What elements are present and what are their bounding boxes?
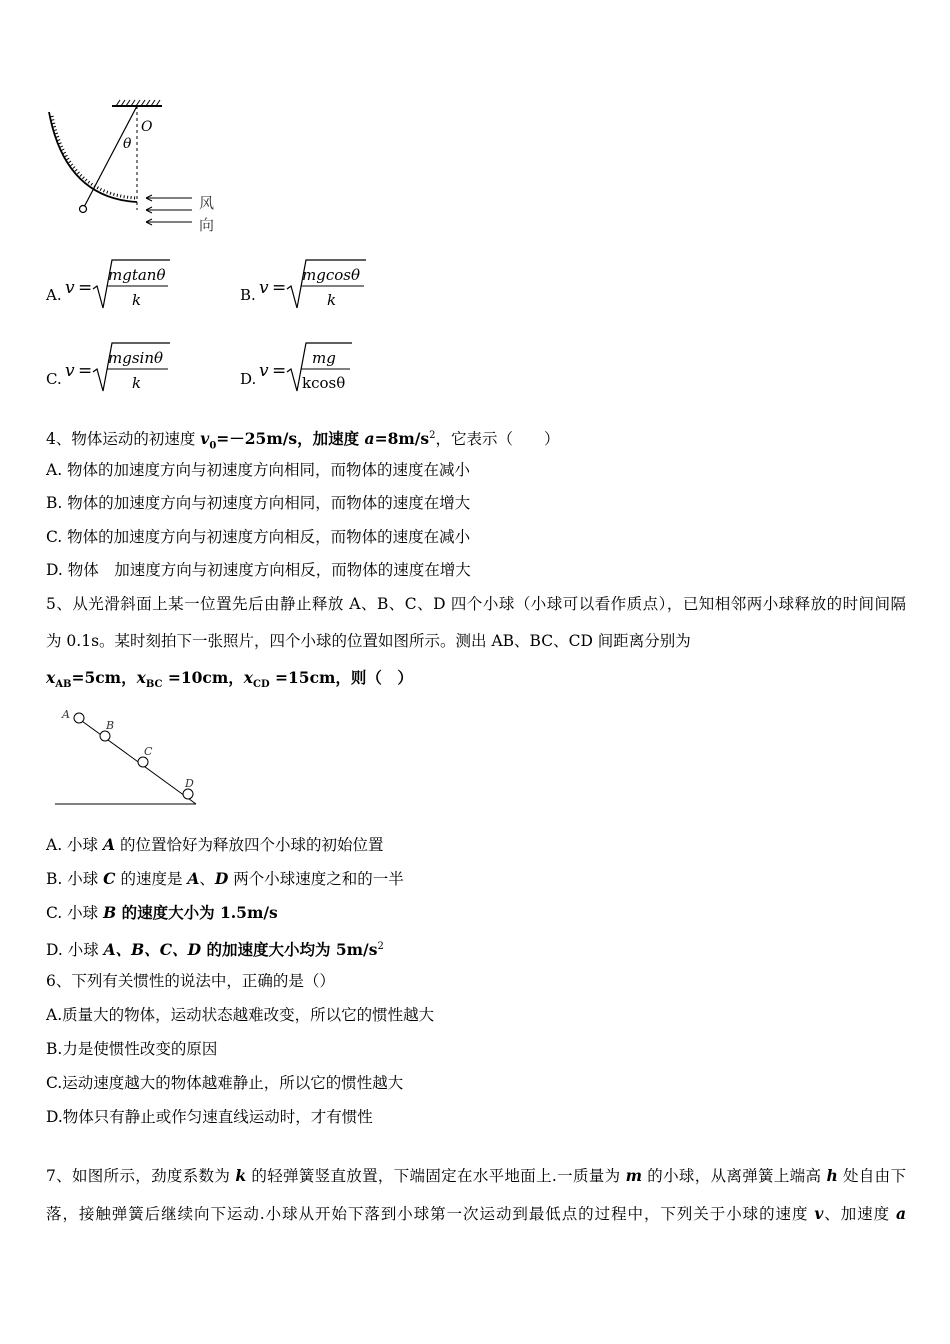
q4-option-a: A. 物体的加速度方向与初速度方向相同，而物体的速度在减小	[46, 461, 471, 479]
velocity-symbol: v	[65, 278, 75, 298]
q5-option-d: D. 小球 A、B、C、D 的加速度大小均为 $5m/s^2$	[46, 940, 384, 960]
q4-option-d: D. 物体 加速度方向与初速度方向相反，而物体的速度在增大	[46, 561, 471, 579]
q6-stem: 6、下列有关惯性的说法中，正确的是（）	[46, 972, 335, 990]
equals-sign: =	[272, 361, 287, 381]
q5-stem-line2: 为 0.1s。某时刻拍下一张照片，四个小球的位置如图所示。测出 AB、BC、CD 间距离分别为	[46, 632, 691, 650]
wind-label-2: 向	[199, 216, 215, 234]
option-label: B.	[240, 286, 256, 304]
q6-option-a: A.质量大的物体，运动状态越难改变，所以它的惯性越大	[46, 1006, 435, 1024]
q5-distances: $x_{AB}=5cm$，$x_{BC} =10cm$，$x_{CD} =15cm$，则（ ）	[46, 668, 413, 691]
q5-stem-line1: 5、从光滑斜面上某一位置先后由静止释放 A、B、C、D 四个小球（小球可以看作质点），已知相邻两小球释放的时间间隔	[46, 595, 906, 613]
q4-stem: 4、物体运动的初速度 $v_0=-25m/s$，加速度 $a=8m/s^2$，它表示（ ）	[46, 429, 560, 452]
q7-stem-line1: 7、如图所示，劲度系数为 k 的轻弹簧竖直放置，下端固定在水平地面上.一质量为 m 的小球，从离弹簧上端高 h 处自由下	[46, 1166, 907, 1185]
option-label: D.	[240, 370, 257, 388]
fraction-denominator: k	[132, 291, 142, 309]
equals-sign: =	[78, 278, 93, 298]
equals-sign: =	[78, 361, 93, 381]
q6-option-b: B.力是使惯性改变的原因	[46, 1040, 218, 1058]
q6-option-c: C.运动速度越大的物体越难静止，所以它的惯性越大	[46, 1074, 404, 1092]
label-o: O	[141, 119, 153, 135]
fraction-numerator: mgsinθ	[108, 349, 164, 367]
ball-c-label: C	[144, 745, 153, 758]
velocity-symbol: v	[65, 361, 75, 381]
q5-option-c: C. 小球 B 的速度大小为 1.5m/s	[46, 903, 278, 922]
option-label: A.	[46, 286, 62, 304]
q5-option-b: B. 小球 C 的速度是 A、D 两个小球速度之和的一半	[46, 869, 404, 888]
pendulum-wind-figure	[40, 98, 230, 240]
label-theta: θ	[123, 136, 132, 152]
q4-option-c: C. 物体的加速度方向与初速度方向相反，而物体的速度在减小	[46, 528, 471, 546]
fraction-numerator: mgtanθ	[108, 266, 166, 284]
q7-stem-line2: 落，接触弹簧后继续向下运动.小球从开始下落到小球第一次运动到最低点的过程中，下列关于小球的速度 v、加速度 a	[46, 1204, 907, 1223]
q6-option-d: D.物体只有静止或作匀速直线运动时，才有惯性	[46, 1108, 373, 1126]
equals-sign: =	[272, 278, 287, 298]
incline-balls-figure	[50, 704, 210, 810]
q5-option-a: A. 小球 A 的位置恰好为释放四个小球的初始位置	[46, 835, 384, 854]
q4-option-b: B. 物体的加速度方向与初速度方向相同，而物体的速度在增大	[46, 494, 471, 512]
wind-label-1: 风	[199, 194, 215, 212]
fraction-denominator: k	[132, 374, 142, 392]
ball-a-label: A	[62, 708, 70, 721]
velocity-symbol: v	[259, 361, 269, 381]
velocity-symbol: v	[259, 278, 269, 298]
fraction-denominator: k	[327, 291, 337, 309]
fraction-denominator: kcosθ	[302, 374, 346, 392]
fraction-numerator: mg	[312, 349, 336, 367]
option-label: C.	[46, 370, 62, 388]
ball-b-label: B	[106, 719, 115, 732]
fraction-numerator: mgcosθ	[302, 266, 360, 284]
ball-d-label: D	[185, 777, 194, 790]
